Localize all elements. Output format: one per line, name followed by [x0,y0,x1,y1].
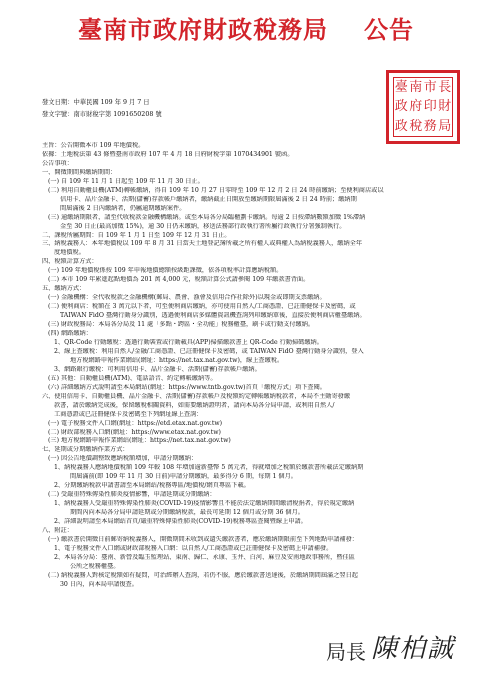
body-line: 1、QR-Code 行動繳稅：透過行動裝置或行動載具(APP)掃描繳款書上 QR-Code 行動掃碼繳納。 [54,338,323,346]
seal-glyph-grid [393,77,453,137]
body-line: (三) 逾繳納期限者，請至代收稅款金融機構繳納。或至本局各分局臨櫃劃卡繳納。每逾 2 日按滯納數額加徵 1%滯納 [48,213,366,221]
signature-title: 局長 [326,640,366,664]
body-line: TAIWAN FidO 臺灣行動身分識別，透過便利商店多媒體資訊機查詢列印繳納單後，直接於便利商店櫃臺繳納。 [60,312,366,320]
seal-glyph: 務 [423,118,437,134]
body-line: (一) 109 年地價稅係按 109 年申報地價總額按級距課徵，依各項稅率計算應納稅額。 [48,267,283,275]
body-line: 度地價稅。 [54,249,85,257]
body-line: 間屆滿前(即 109 年 11 月 30 日前)申請分期繳納，最多得分 6 期，每期 1 個月。 [70,473,297,481]
body-line: 信用卡、晶片金融卡、活期(儲蓄)存款帳戶繳納者，繳納截止日開放至繳納期限屆滿後 2 日 24 時前；繳納期 [60,195,357,203]
body-line: (六) 詳細繳納方式說明請至本局網站(網址：https://www.tntb.gov.tw)首頁「繳稅方式」項下查閱。 [48,383,326,391]
body-line: 五、繳納方式： [42,285,86,293]
body-line: (一) 繳款書於開徵日前郵寄納稅義務人，開徵期間未收到或遺失繳款書者，應於繳納期限前至下列地點申請補發： [48,535,358,543]
seal-glyph: 市 [423,80,437,96]
body-line: (二) 財政部稅務入口網(網址：https://www.etax.nat.gov.tw) [48,428,221,436]
body-line: 款書，請於繳納完成後，保留繳稅相關資料，如需要繳納證明者，請向本局各分局申請，或利用自然人/ [54,401,335,409]
body-line: 30 日內，向本局申請復查。 [60,580,138,588]
signature-name: 陳柏誠 [371,634,456,664]
body-line: 1、納稅義務人受嚴重特殊傳染性肺炎(COVID-19)疫情影響且不能於法定繳納期間繳清稅捐者，得於規定繳納 [54,500,355,508]
body-line: (三) 地方稅網路申報作業網站(網址：https://net.tax.nat.gov.tw) [48,437,231,445]
document-number: 發文字號：南市財稅字第 1091650208 號 [42,111,162,118]
body-line: (五) 其他：自動櫃員機(ATM)、電話語音、約定轉帳繳納等。 [48,374,217,382]
body-line: 主旨：公告開徵本市 109 年地價稅。 [42,142,145,149]
body-line: 公所之稅務櫃臺。 [70,562,120,570]
body-line: (一) 電子稅務文件入口網(網址：https://etd.etax.nat.gov.tw) [48,419,223,427]
body-line: 工商憑證或已註冊健保卡及密碼至下列網址線上查詢： [54,410,203,418]
body-line: (二) 受嚴重特殊傳染性肺炎疫情影響，申請延期或分期繳納： [48,491,216,499]
body-line: 三、納稅義務人：本年地價稅以 109 年 8 月 31 日當天土地登記簿所載之所有權人或典權人為納稅義務人，繳納全年 [42,240,363,248]
organization-name: 臺南市政府財政稅務局 [78,15,328,44]
body-line: 七、延期或分期繳納作業方式： [42,446,129,454]
body-line: 六、使用信用卡、自動櫃員機、晶片金融卡、活期(儲蓄)存款帳戶及稅額約定轉帳繳納稅款者，本局不主動寄發繳 [42,392,351,400]
body-line: 2、本局各分局：臺南、新營及臨玉監理站、東南、歸仁、永康、玉井、白河、麻豆及安南地政事務所，暨佳區 [54,553,355,561]
body-line: 一、開徵期間與繳納期間： [42,168,117,176]
body-line: 公告事項： [42,159,73,167]
director-signature [326,628,486,674]
seal-glyph: 稅 [409,118,423,134]
seal-glyph: 政 [394,99,408,115]
body-line: (一) 自 109 年 11 月 1 日起至 109 年 11 月 30 日止。 [48,177,204,185]
seal-glyph: 財 [438,99,452,115]
body-line: 金至 30 日止(最高加徵 15%)，逾 30 日仍未繳納，移送法務部行政執行署所屬行政執行分署強制執行。 [60,222,346,230]
body-line: 2、詳細說明請至本局網站首頁/嚴重特殊傳染性肺炎(COVID-19)稅務專區查閱暨線上申請。 [54,518,307,526]
body-line: 1、電子稅務文件入口網或財政部稅務入口網：以自然人/工商憑證或已註冊健保卡及密碼上申請補發。 [54,544,333,552]
official-seal [386,70,460,144]
body-line: 3、網路銀行繳稅：可利用信用卡、晶片金融卡、活期(儲蓄)存款帳戶繳納。 [54,365,261,373]
body-line: (二) 本市 109 年累進起點地價為 201 萬 4,000 元，稅額計算公式請參閱 109 年繳款書背面。 [48,276,310,284]
body-line: (二) 利用自動櫃員機(ATM)轉帳繳納，得自 109 年 10 月 27 日零時至 109 年 12 月 2 日 24 時前繳納；至便利商店或以 [48,186,384,194]
body-line: 間屆滿後 2 日內繳納者，仍屬逾期繳納案件。 [60,204,186,212]
seal-glyph: 政 [394,118,408,134]
body-line: (一) 金融機構：全代收稅款之金融機構(郵局、農會、漁會及信用合作社除外)以現金或即期支票繳納。 [48,294,326,302]
document-header [78,10,458,45]
seal-glyph: 臺 [394,80,408,96]
body-line: 二、課稅所屬期間：自 109 年 1 月 1 日至 109 年 12 月 31 日止。 [42,231,231,239]
seal-glyph: 南 [409,80,423,96]
body-line: 2、線上查繳稅：利用自然人/金融/工商憑證、已註冊健保卡及密碼，或 TAIWAN FidO 臺灣行動身分識別，登入 [54,347,364,355]
seal-glyph: 印 [423,99,437,115]
body-line: (三) 財政稅務局：本局各分局及 11 處「多點・跨區・全功能」稅務櫃臺，刷卡或行動支付繳納。 [48,321,315,329]
seal-glyph: 府 [409,99,423,115]
document-type: 公告 [364,15,414,44]
body-line: 八、附註： [42,526,73,534]
issue-date: 發文日期：中華民國 109 年 9 月 7 日 [42,99,150,106]
body-line: 1、納稅義務人應納地價稅額 109 年較 108 年增加逾新臺幣 5 萬元者，得就增加之稅額於繳款書所載法定繳納期 [54,464,364,472]
seal-glyph: 長 [438,80,452,96]
body-line: 依據：土地稅法第 43 條暨臺南市政府 107 年 4 月 18 日府財稅字第 1070434901 號函。 [42,150,294,158]
body-line: 2、分期繳納稅款申請書請至本局網站/稅務專區/地價稅/網頁專區下載。 [54,482,250,490]
seal-glyph: 局 [438,118,452,134]
body-line: (二) 納稅義務人對核定稅額如有疑問，可治經辦人查詢，若仍不服，應於繳款書送達後，於繳納期間屆滿之翌日起 [48,571,358,579]
announcement-body [42,142,470,590]
body-line: 地方稅網路申報作業網站(網址：https://net.tax.nat.gov.tw)，線上查繳稅。 [70,356,284,364]
body-line: (四) 網路繳納： [48,330,92,338]
body-line: 四、稅額計算方式： [42,258,98,266]
body-line: 期間內向本局各分局申請延期或分期繳納稅款，最長可延期 12 個月或分期 36 個月。 [70,509,304,517]
body-line: (二) 便利商店：稅額在 3 萬元以下者，可至便利商店繳納，亦可使用自然人/工商憑證、已註冊健保卡及密碼，或 [48,303,356,311]
body-line: (一) 因公告地價調整致應納稅額增加，申請分期繳納： [48,455,198,463]
